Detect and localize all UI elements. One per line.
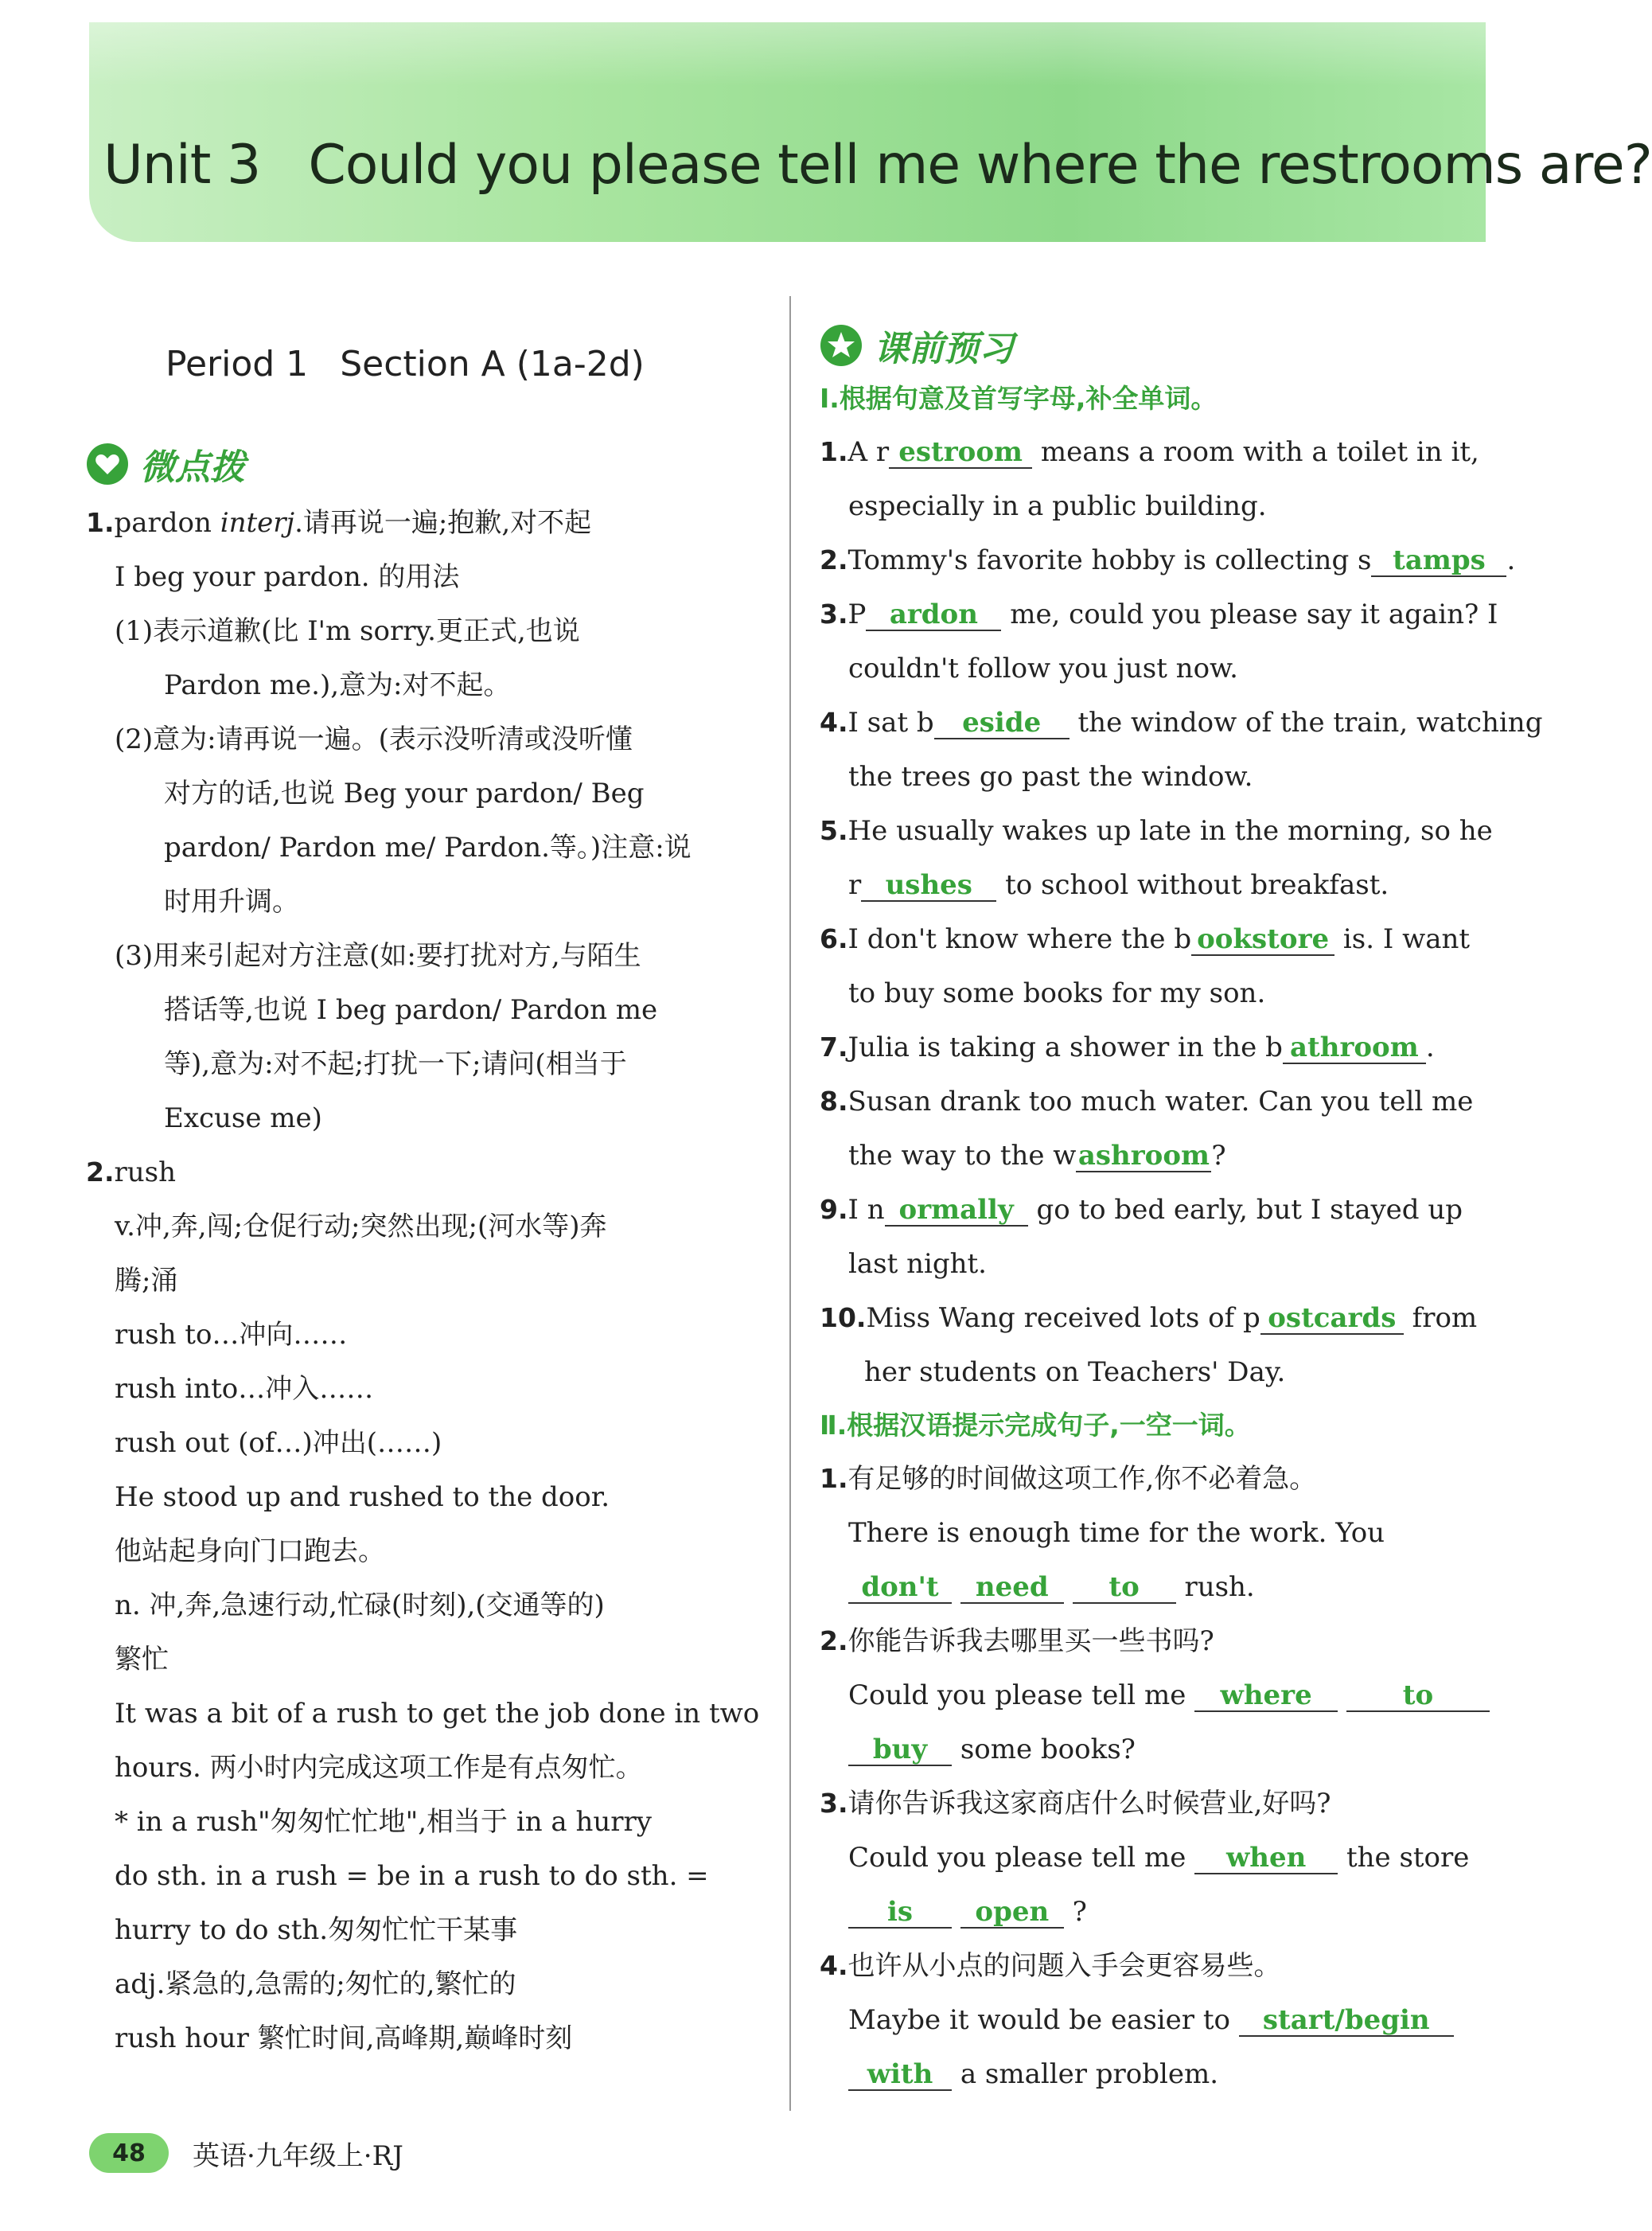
question-line xyxy=(820,696,1543,750)
text-line: 1.pardon interj.请再说一遍;抱歉,对不起 xyxy=(86,507,592,539)
question-text: especially in a public building. xyxy=(848,490,1267,522)
preview-section-header xyxy=(820,318,1484,372)
question-text: means a room with a toilet in it, xyxy=(1032,436,1479,468)
question-line xyxy=(820,1722,1484,1777)
text-line: Pardon me.),意为:对不起。 xyxy=(164,669,511,701)
text-line: rush hour 繁忙时间,高峰期,巅峰时刻 xyxy=(115,2022,573,2054)
question-line xyxy=(820,1452,1484,1506)
question-line xyxy=(820,750,1484,804)
question-line xyxy=(820,1506,1484,1560)
answer-blank[interactable]: where xyxy=(1194,1680,1338,1712)
answer-blank[interactable]: athroom xyxy=(1283,1032,1426,1064)
question-line xyxy=(820,587,1498,642)
question-line xyxy=(820,1020,1484,1075)
page-number: 48 xyxy=(89,2133,169,2173)
question-text: Susan drank too much water. Can you tell me xyxy=(847,1086,1474,1117)
question-number: 2. xyxy=(820,1625,848,1656)
question-number: 1. xyxy=(820,1463,848,1494)
text-line: rush into…冲入…… xyxy=(115,1373,374,1405)
answer-blank[interactable]: is xyxy=(848,1897,952,1929)
question-line xyxy=(820,533,1516,587)
answer-blank[interactable]: to xyxy=(1346,1680,1490,1712)
question-number: 9. xyxy=(820,1194,848,1225)
question-text: to school without breakfast. xyxy=(996,869,1389,901)
question-line xyxy=(820,804,1493,858)
question-text: r xyxy=(848,869,862,901)
text-line: * in a rush"匆匆忙忙地",相当于 in a hurry xyxy=(115,1806,653,1838)
question-text: . xyxy=(1425,1032,1435,1063)
answer-blank[interactable]: ormally xyxy=(885,1195,1028,1227)
question-line xyxy=(820,1939,1484,1993)
question-text: ? xyxy=(1211,1140,1226,1172)
question-line xyxy=(820,1291,1484,1345)
text-line: rush to…冲向…… xyxy=(115,1319,348,1351)
answer-blank[interactable]: ostcards xyxy=(1260,1303,1404,1335)
question-text: ? xyxy=(1072,1896,1087,1928)
part2-title: Ⅱ.根据汉语提示完成句子,一空一词。 xyxy=(820,1410,1251,1441)
question-text: There is enough time for the work. You xyxy=(848,1517,1385,1549)
question-text: P xyxy=(847,599,867,630)
answer-blank[interactable]: start/begin xyxy=(1239,2005,1454,2037)
text-line: 对方的话,也说 Beg your pardon/ Beg xyxy=(164,778,645,809)
question-line xyxy=(820,1560,1484,1614)
footer-subject: 英语·九年级上·RJ xyxy=(193,2139,403,2172)
text-line: It was a bit of a rush to get the job done in two xyxy=(115,1698,760,1730)
text-line: do sth. in a rush = be in a rush to do sth. = xyxy=(115,1860,709,1892)
question-text: go to bed early, but I stayed up xyxy=(1027,1194,1463,1226)
question-line xyxy=(820,2047,1484,2101)
answer-blank[interactable]: ookstore xyxy=(1191,924,1334,956)
question-text: the window of the train, watching xyxy=(1069,707,1543,739)
question-text: Julia is taking a shower in the b xyxy=(847,1032,1283,1063)
question-number: 7. xyxy=(820,1032,848,1063)
question-text: I n xyxy=(847,1194,885,1226)
text-line: 时用升调。 xyxy=(164,886,299,918)
answer-blank[interactable]: eside xyxy=(934,708,1070,739)
left-column xyxy=(86,318,770,2065)
question-line xyxy=(820,1831,1484,1885)
question-line xyxy=(820,1345,1484,1399)
answer-blank[interactable]: ushes xyxy=(861,870,996,902)
unit-number: Unit 3 xyxy=(103,134,261,197)
answer-blank[interactable]: when xyxy=(1194,1843,1338,1874)
question-line xyxy=(820,1885,1484,1939)
question-line xyxy=(820,425,1484,479)
question-line xyxy=(820,479,1484,533)
question-number: 6. xyxy=(820,923,848,954)
text-line: I beg your pardon. 的用法 xyxy=(115,561,460,593)
text-line: 2.rush xyxy=(86,1156,176,1188)
question-text: rush. xyxy=(1184,1571,1255,1603)
question-number: 8. xyxy=(820,1086,848,1117)
text-line: hours. 两小时内完成这项工作是有点匆忙。 xyxy=(115,1752,643,1784)
question-line xyxy=(820,1183,1484,1237)
question-text: the store xyxy=(1338,1842,1470,1874)
question-number: 4. xyxy=(820,707,848,738)
question-line xyxy=(820,1668,1484,1722)
question-text: a smaller problem. xyxy=(960,2058,1219,2090)
text-line: Excuse me) xyxy=(164,1102,322,1134)
question-number: 5. xyxy=(820,815,848,846)
question-text: couldn't follow you just now. xyxy=(848,653,1238,685)
part1-title: Ⅰ.根据句意及首写字母,补全单词。 xyxy=(820,383,1218,414)
star-icon xyxy=(820,324,863,367)
answer-blank[interactable]: buy xyxy=(848,1734,952,1766)
question-line xyxy=(820,1614,1484,1668)
question-text: 有足够的时间做这项工作,你不必着急。 xyxy=(847,1463,1317,1495)
part2-questions xyxy=(820,1452,1484,2101)
right-column xyxy=(820,318,1543,2101)
text-line: rush out (of…)冲出(……) xyxy=(115,1427,442,1459)
question-text: Maybe it would be easier to xyxy=(848,2004,1239,2036)
question-number: 3. xyxy=(820,599,848,630)
question-text: 也许从小点的问题入手会更容易些。 xyxy=(847,1950,1281,1982)
answer-blank[interactable]: ashroom xyxy=(1076,1141,1211,1172)
question-text: last night. xyxy=(848,1248,987,1280)
question-line xyxy=(820,1129,1484,1183)
question-text: the trees go past the window. xyxy=(848,761,1253,793)
question-text: 请你告诉我这家商店什么时候营业,好吗? xyxy=(847,1788,1331,1820)
question-text: to buy some books for my son. xyxy=(848,977,1266,1009)
text-line: 腾;涌 xyxy=(115,1265,178,1297)
question-text: He usually wakes up late in the morning, so he xyxy=(847,815,1493,847)
answer-blank[interactable]: tamps xyxy=(1371,545,1506,577)
question-line xyxy=(820,858,1484,912)
unit-title-text: Could you please tell me where the restrooms are? xyxy=(308,134,1652,197)
question-text: from xyxy=(1403,1302,1478,1334)
question-text: Tommy's favorite hobby is collecting s xyxy=(847,544,1372,576)
answer-blank[interactable]: need xyxy=(960,1572,1064,1604)
question-text: Miss Wang received lots of p xyxy=(866,1302,1260,1334)
text-line: pardon/ Pardon me/ Pardon.等。)注意:说 xyxy=(164,832,692,864)
text-line: (3)用来引起对方注意(如:要打扰对方,与陌生 xyxy=(115,940,641,972)
page-footer xyxy=(89,2133,403,2173)
unit-title xyxy=(103,134,1652,197)
question-line xyxy=(820,642,1484,696)
period-heading xyxy=(166,344,770,384)
question-line xyxy=(820,912,1484,966)
question-text: A r xyxy=(847,436,890,468)
question-number: 10. xyxy=(820,1302,867,1333)
answer-blank[interactable]: estroom xyxy=(889,437,1032,469)
text-line: 他站起身向门口跑去。 xyxy=(115,1535,385,1567)
question-number: 4. xyxy=(820,1950,848,1981)
question-text: I don't know where the b xyxy=(847,923,1192,955)
part1-questions xyxy=(820,425,1543,1399)
answer-blank[interactable]: open xyxy=(960,1897,1064,1929)
question-line xyxy=(820,966,1484,1020)
text-line: 繁忙 xyxy=(115,1644,169,1675)
tips-section-title: 微点拨 xyxy=(140,447,245,488)
question-text: . xyxy=(1506,544,1516,576)
question-text: me, could you please say it again? I xyxy=(1001,599,1498,630)
unit-banner xyxy=(89,22,1486,242)
text-line: adj.紧急的,急需的;匆忙的,繁忙的 xyxy=(115,1968,516,2000)
text-line: He stood up and rushed to the door. xyxy=(115,1481,610,1513)
question-line xyxy=(820,1993,1484,2047)
text-line: 等),意为:对不起;打扰一下;请问(相当于 xyxy=(164,1048,627,1080)
question-text: 你能告诉我去哪里买一些书吗? xyxy=(847,1625,1214,1657)
answer-blank[interactable]: don't xyxy=(848,1572,952,1604)
answer-blank[interactable]: to xyxy=(1073,1572,1176,1604)
answer-blank[interactable]: ardon xyxy=(866,599,1001,631)
text-line: hurry to do sth.匆匆忙忙干某事 xyxy=(115,1914,518,1946)
question-text: is. I want xyxy=(1334,923,1471,955)
question-number: 3. xyxy=(820,1788,848,1819)
text-line: n. 冲,奔,急速行动,忙碌(时刻),(交通等的) xyxy=(115,1589,605,1621)
answer-blank[interactable]: with xyxy=(848,2059,952,2091)
question-line xyxy=(820,1237,1484,1291)
text-line: (2)意为:请再说一遍。(表示没听清或没听懂 xyxy=(115,724,633,755)
question-text: Could you please tell me xyxy=(848,1679,1195,1711)
question-text: some books? xyxy=(960,1734,1136,1765)
question-number: 2. xyxy=(820,544,848,575)
question-line xyxy=(820,1075,1484,1129)
text-line: (1)表示道歉(比 I'm sorry.更正式,也说 xyxy=(115,615,580,647)
tips-content xyxy=(86,496,770,2065)
question-text: her students on Teachers' Day. xyxy=(864,1356,1286,1388)
tips-section-header xyxy=(86,437,770,491)
column-divider xyxy=(789,296,791,2111)
section-label: Section A (1a-2d) xyxy=(340,344,645,384)
period-label: Period 1 xyxy=(166,344,309,384)
heart-icon xyxy=(86,443,129,486)
question-text: I sat b xyxy=(847,707,934,739)
question-text: Could you please tell me xyxy=(848,1842,1195,1874)
question-text: the way to the w xyxy=(848,1140,1077,1172)
text-line: v.冲,奔,闯;仓促行动;突然出现;(河水等)奔 xyxy=(115,1211,607,1242)
preview-section-title: 课前预习 xyxy=(874,329,1014,369)
question-line xyxy=(820,1777,1484,1831)
question-number: 1. xyxy=(820,436,848,467)
text-line: 搭话等,也说 I beg pardon/ Pardon me xyxy=(164,994,658,1026)
